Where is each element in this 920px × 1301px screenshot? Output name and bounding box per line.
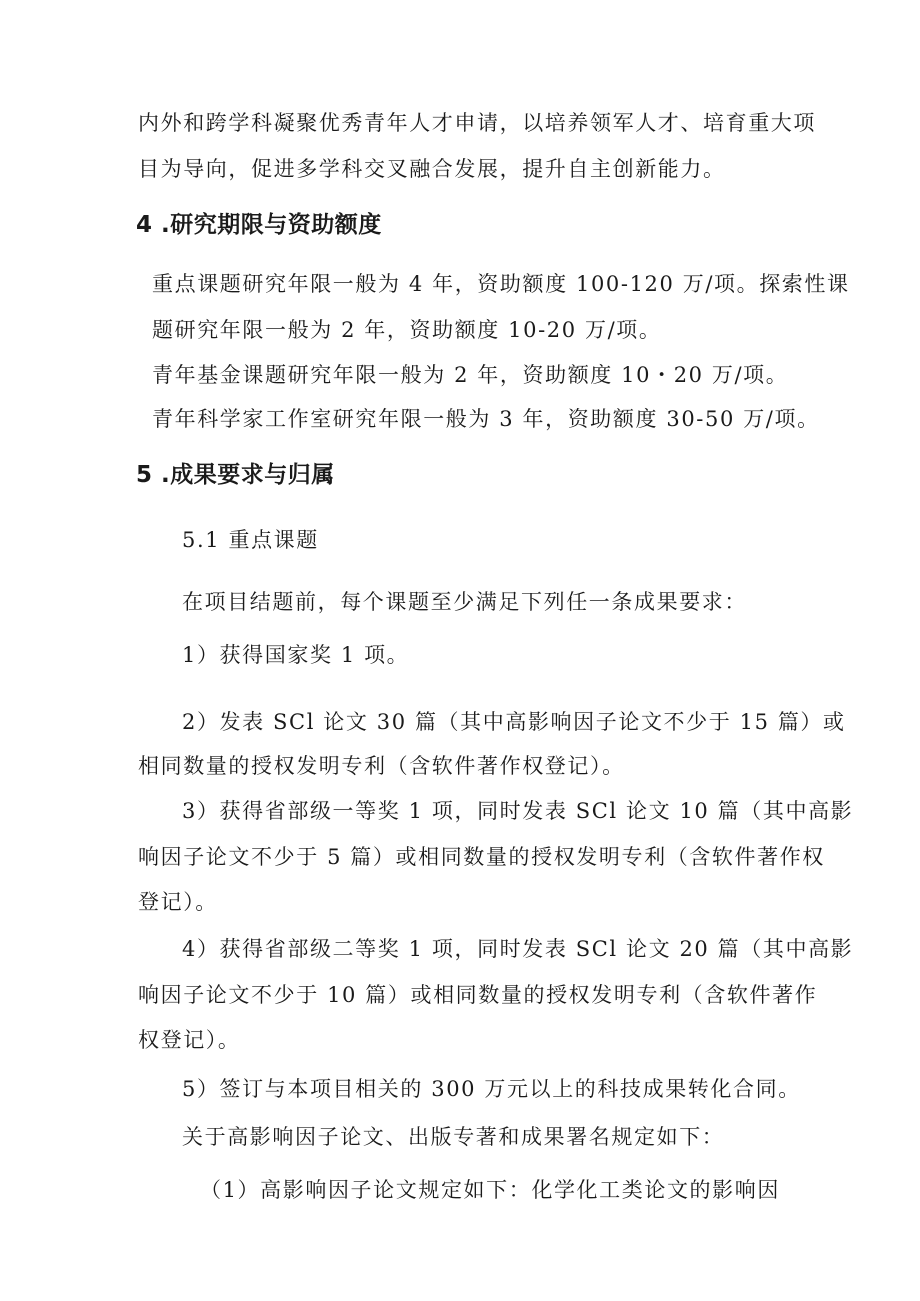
requirement-item-4-line-3: 权登记）。	[138, 1028, 241, 1052]
section-4-paragraph-1-line-1: 重点课题研究年限一般为 4 年，资助额度 100-120 万/项。探索性课	[152, 272, 850, 296]
rule-1-line-1: （1）高影响因子论文规定如下：化学化工类论文的影响因	[200, 1178, 780, 1202]
section-4-paragraph-2: 青年基金课题研究年限一般为 2 年，资助额度 10・20 万/项。	[152, 363, 789, 387]
requirement-item-1: 1）获得国家奖 1 项。	[182, 643, 410, 667]
requirement-item-4-line-2: 响因子论文不少于 10 篇）或相同数量的授权发明专利（含软件著作	[138, 983, 818, 1007]
requirement-item-2-line-1: 2）发表 SCl 论文 30 篇（其中高影响因子论文不少于 15 篇）或	[182, 710, 846, 734]
requirement-item-3-line-1: 3）获得省部级一等奖 1 项，同时发表 SCl 论文 10 篇（其中高影	[182, 799, 854, 823]
section-5-1-lead: 在项目结题前，每个课题至少满足下列任一条成果要求：	[182, 590, 747, 614]
section-4-paragraph-1-line-2: 题研究年限一般为 2 年，资助额度 10-20 万/项。	[152, 318, 662, 342]
requirement-item-4-line-1: 4）获得省部级二等奖 1 项，同时发表 SCl 论文 20 篇（其中高影	[182, 937, 854, 961]
section-5-1-subheading: 5.1 重点课题	[182, 528, 319, 552]
requirement-item-3-line-2: 响因子论文不少于 5 篇）或相同数量的授权发明专利（含软件著作权	[138, 845, 825, 869]
section-5-heading: 5 .成果要求与归属	[136, 462, 335, 488]
requirement-item-2-line-2: 相同数量的授权发明专利（含软件著作权登记）。	[138, 754, 625, 778]
requirement-item-3-line-3: 登记）。	[138, 890, 218, 914]
rules-lead: 关于高影响因子论文、出版专著和成果署名规定如下：	[182, 1125, 725, 1149]
intro-line-2: 目为导向，促进多学科交叉融合发展，提升自主创新能力。	[138, 157, 726, 181]
section-4-paragraph-3: 青年科学家工作室研究年限一般为 3 年，资助额度 30-50 万/项。	[152, 407, 820, 431]
section-4-heading: 4 .研究期限与资助额度	[136, 212, 382, 238]
requirement-item-5: 5）签订与本项目相关的 300 万元以上的科技成果转化合同。	[182, 1077, 801, 1101]
intro-line-1: 内外和跨学科凝聚优秀青年人才申请，以培养领军人才、培育重大项	[138, 111, 816, 135]
